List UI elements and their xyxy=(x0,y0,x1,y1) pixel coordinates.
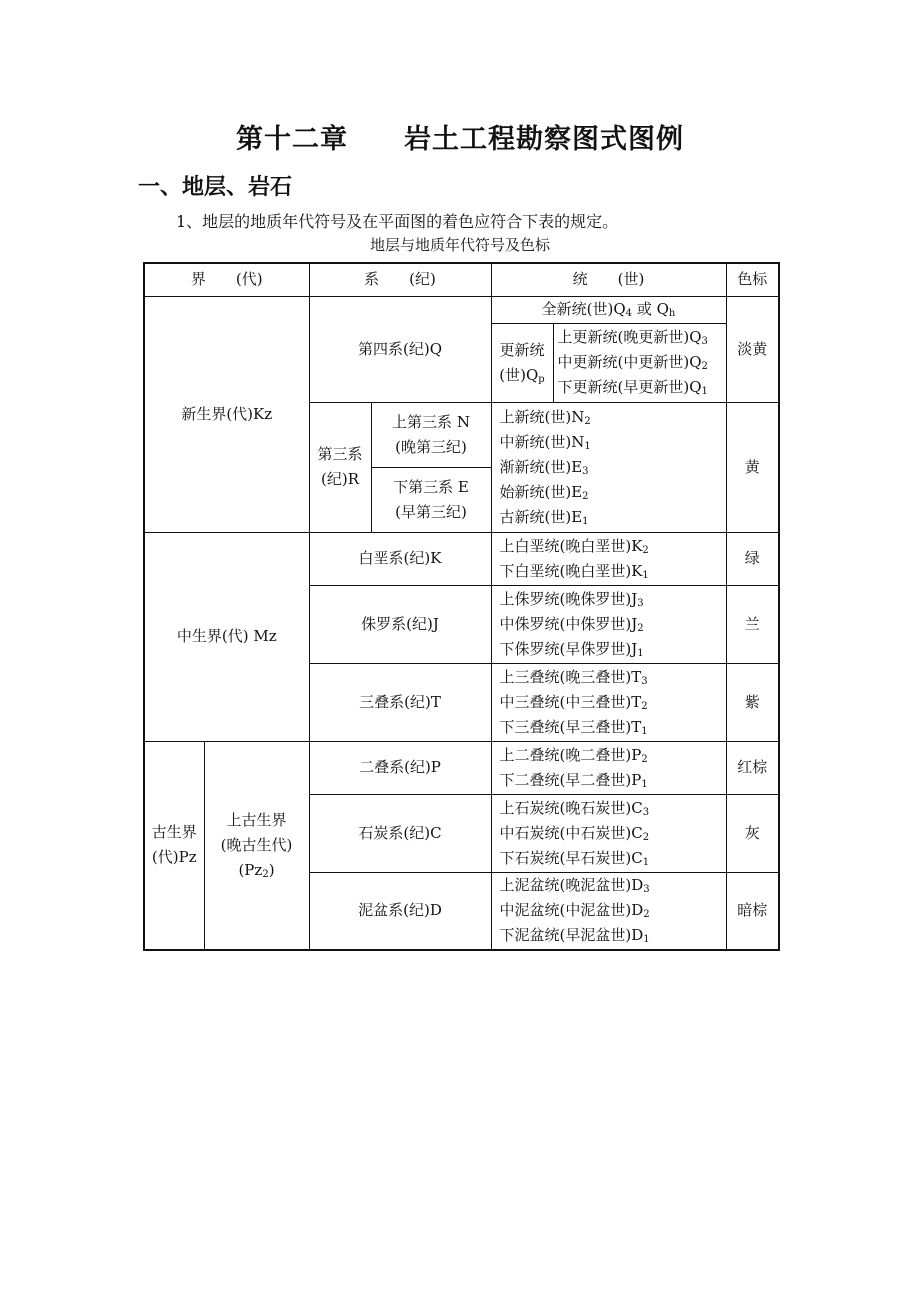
pleistocene-subdivisions: 上更新统(晚更新世)$Q_3$ 中更新统(中更新世)$Q_2$ 下更新统(早更新世)$Q_1$ xyxy=(553,323,726,402)
series-pleistocene: 更新统 (世)$Q_p$ xyxy=(491,323,553,402)
subsystem-paleogene: 下第三系 E (早第三纪) xyxy=(393,477,469,521)
color-devonian: 暗棕 xyxy=(726,872,779,950)
era-mesozoic: 中生界(代) Mz xyxy=(144,532,309,741)
series-jurassic: 上侏罗统(晚侏罗世)$J_3$ 中侏罗统(中侏罗世)$J_2$ 下侏罗统(早侏罗世)$J_1$ xyxy=(491,585,726,663)
table-row xyxy=(144,532,779,585)
system-quaternary: 第四系(纪)Q xyxy=(309,296,491,402)
era-cenozoic: 新生界(代)Kz xyxy=(144,296,309,532)
header-system: 系 (纪) xyxy=(309,263,491,296)
section-heading: 一、地层、岩石 xyxy=(138,175,293,200)
header-era: 界 (代) xyxy=(144,263,309,296)
series-holocene: 全新统(世)$Q_4$ 或 $Q_h$ xyxy=(491,296,726,323)
table-row xyxy=(144,741,779,794)
color-permian: 红棕 xyxy=(726,741,779,794)
paragraph: 1、地层的地质年代符号及在平面图的着色应符合下表的规定。 xyxy=(176,212,619,231)
series-tertiary: 上新统(世)$N_2$ 中新统(世)$N_1$ 渐新统(世)$E_3$ 始新统(世)$E_2$ 古新统(世)$E_1$ xyxy=(491,402,726,532)
header-color: 色标 xyxy=(726,263,779,296)
system-jurassic: 侏罗系(纪)J xyxy=(309,585,491,663)
series-devonian: 上泥盆统(晚泥盆世)$D_3$ 中泥盆统(中泥盆世)$D_2$ 下泥盆统(早泥盆世)$D_1$ xyxy=(491,872,726,950)
era-paleozoic: 古生界 (代)Pz xyxy=(144,741,204,950)
subsystem-neogene: 上第三系 N (晚第三纪) xyxy=(372,403,491,468)
stratigraphy-table xyxy=(143,262,780,951)
system-permian: 二叠系(纪)P xyxy=(309,741,491,794)
color-triassic: 紫 xyxy=(726,663,779,741)
color-carboniferous: 灰 xyxy=(726,794,779,872)
series-triassic: 上三叠统(晚三叠世)$T_3$ 中三叠统(中三叠世)$T_2$ 下三叠统(早三叠世)$T_1$ xyxy=(491,663,726,741)
tertiary-subsystems xyxy=(371,402,491,532)
table-header-row xyxy=(144,263,779,296)
color-quaternary: 淡黄 xyxy=(726,296,779,402)
color-tertiary: 黄 xyxy=(726,402,779,532)
system-cretaceous: 白垩系(纪)K xyxy=(309,532,491,585)
era-upper-paleozoic: 上古生界 (晚古生代) $(Pz_2)$ xyxy=(204,741,309,950)
color-cretaceous: 绿 xyxy=(726,532,779,585)
series-cretaceous: 上白垩统(晚白垩世)$K_2$ 下白垩统(晚白垩世)$K_1$ xyxy=(491,532,726,585)
color-jurassic: 兰 xyxy=(726,585,779,663)
system-devonian: 泥盆系(纪)D xyxy=(309,872,491,950)
series-carboniferous: 上石炭统(晚石炭世)$C_3$ 中石炭统(中石炭世)$C_2$ 下石炭统(早石炭世)$C_1$ xyxy=(491,794,726,872)
system-tertiary: 第三系 (纪)R xyxy=(309,402,371,532)
page-title: 第十二章 岩土工程勘察图式图例 xyxy=(236,124,684,155)
system-triassic: 三叠系(纪)T xyxy=(309,663,491,741)
table-caption: 地层与地质年代符号及色标 xyxy=(369,236,550,254)
table-row xyxy=(144,296,779,323)
series-permian: 上二叠统(晚二叠世)$P_2$ 下二叠统(早二叠世)$P_1$ xyxy=(491,741,726,794)
header-series: 统 (世) xyxy=(491,263,726,296)
system-carboniferous: 石炭系(纪)C xyxy=(309,794,491,872)
